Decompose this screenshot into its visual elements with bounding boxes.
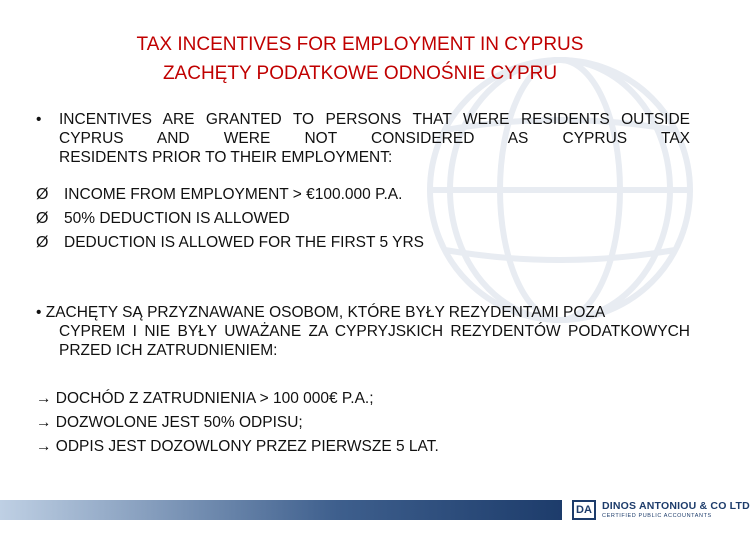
list-item: → ODPIS JEST DOZOWLONY PRZEZ PIERWSZE 5 LAT. xyxy=(36,438,439,455)
list-item xyxy=(36,207,690,231)
list-item-text: DEDUCTION IS ALLOWED FOR THE FIRST 5 YRS xyxy=(64,234,425,251)
polish-intro-paragraph xyxy=(36,303,690,360)
list-item-text: INCOME FROM EMPLOYMENT > €100.000 P.A. xyxy=(64,186,403,203)
polish-criteria-list xyxy=(36,387,690,459)
company-name: DINOS ANTONIOU & CO LTD xyxy=(602,500,750,512)
list-item xyxy=(36,231,690,255)
logo-mark-icon: DA xyxy=(572,500,596,520)
company-tagline: CERTIFIED PUBLIC ACCOUNTANTS xyxy=(602,513,712,519)
title-polish: ZACHĘTY PODATKOWE ODNOŚNIE CYPRU xyxy=(162,63,558,84)
title-english: TAX INCENTIVES FOR EMPLOYMENT IN CYPRUS xyxy=(136,34,584,55)
arrow-bullet-icon: Ø xyxy=(36,210,49,227)
english-criteria-list xyxy=(36,183,690,255)
english-intro-text: INCENTIVES ARE GRANTED TO PERSONS THAT WERE RESIDENTS OUTSIDE CYPRUS AND WERE NOT CONSIDERED AS CYPRUS TAX xyxy=(59,111,690,147)
list-item xyxy=(36,183,690,207)
bullet-icon: • xyxy=(36,111,42,128)
slide-title xyxy=(0,30,720,88)
arrow-bullet-icon: Ø xyxy=(36,234,49,251)
english-intro-last-line: RESIDENTS PRIOR TO THEIR EMPLOYMENT: xyxy=(59,149,393,166)
arrow-bullet-icon: Ø xyxy=(36,186,49,203)
footer-gradient-bar xyxy=(0,500,562,520)
english-intro-paragraph xyxy=(36,110,690,167)
list-item: → DOZWOLONE JEST 50% ODPISU; xyxy=(36,414,303,431)
list-item-text: 50% DEDUCTION IS ALLOWED xyxy=(64,210,290,227)
polish-intro-first-line: • ZACHĘTY SĄ PRZYZNAWANE OSOBOM, KTÓRE BYŁY REZYDENTAMI POZA xyxy=(36,304,606,321)
polish-intro-rest: CYPREM I NIE BYŁY UWAŻANE ZA CYPRYJSKICH REZYDENTÓW PODATKOWYCH PRZED ICH ZATRUDNIENIEM: xyxy=(59,323,690,359)
list-item: → DOCHÓD Z ZATRUDNIENIA > 100 000€ P.A.; xyxy=(36,390,374,407)
company-logo xyxy=(568,498,750,524)
